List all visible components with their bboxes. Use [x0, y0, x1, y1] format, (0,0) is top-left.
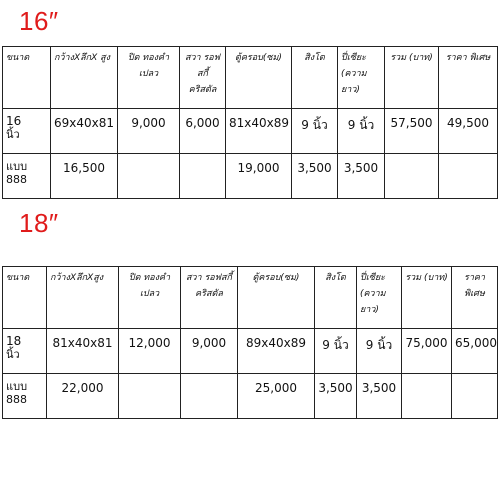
size-value: 18	[6, 334, 22, 348]
table-row	[3, 109, 498, 154]
swarovski-cell	[180, 154, 226, 199]
dimensions-price-cell: 22,000	[47, 374, 119, 419]
header-dimensions: กว้างXลึกX สูง	[51, 47, 118, 109]
pixiu-cell: 9 นิ้ว	[338, 109, 385, 154]
header-special-price: ราคา พิเศษ	[452, 267, 498, 329]
pixiu-price-cell: 3,500	[338, 154, 385, 199]
header-special-price: ราคา พิเศษ	[439, 47, 498, 109]
header-cabinet: ตู้ครอบ(ซม)	[226, 47, 292, 109]
header-total: รวม (บาท)	[385, 47, 439, 109]
header-swarovski: สวา รอฟสกี้ คริสตัล	[180, 47, 226, 109]
dimensions-cell: 81x40x81	[47, 329, 119, 374]
header-size: ขนาด	[3, 47, 51, 109]
total-cell	[402, 374, 452, 419]
model-cell	[3, 374, 47, 419]
size-cell	[3, 329, 47, 374]
gold-leaf-cell: 9,000	[118, 109, 180, 154]
cabinet-price-cell: 25,000	[238, 374, 315, 419]
total-cell: 75,000	[402, 329, 452, 374]
lion-cell: 9 นิ้ว	[315, 329, 357, 374]
header-lion: สิงโต	[292, 47, 338, 109]
header-gold-leaf: ปิด ทองคำเปลว	[118, 47, 180, 109]
total-cell	[385, 154, 439, 199]
special-price-cell	[439, 154, 498, 199]
gold-leaf-cell	[118, 154, 180, 199]
lion-cell: 9 นิ้ว	[292, 109, 338, 154]
swarovski-cell: 9,000	[181, 329, 238, 374]
header-swarovski: สวา รอฟสกี้ คริสตัล	[181, 267, 238, 329]
size-unit: นิ้ว	[6, 128, 20, 141]
lion-price-cell: 3,500	[315, 374, 357, 419]
lion-price-cell: 3,500	[292, 154, 338, 199]
model-value: 888	[6, 393, 27, 406]
special-price-cell	[452, 374, 498, 419]
model-label: แบบ	[6, 380, 28, 393]
dimensions-price-cell: 16,500	[51, 154, 118, 199]
size-unit: นิ้ว	[6, 348, 20, 361]
dimensions-cell: 69x40x81	[51, 109, 118, 154]
section-title-16: 16″	[19, 6, 59, 36]
cabinet-cell: 89x40x89	[238, 329, 315, 374]
total-cell: 57,500	[385, 109, 439, 154]
header-cabinet: ตู้ครอบ(ซม)	[238, 267, 315, 329]
table-row	[3, 374, 498, 419]
header-row	[3, 267, 498, 329]
header-pixiu: ปี่เซียะ (ความ ยาว)	[338, 47, 385, 109]
header-row	[3, 47, 498, 109]
pixiu-cell: 9 นิ้ว	[357, 329, 402, 374]
model-value: 888	[6, 173, 27, 186]
gold-leaf-cell: 12,000	[119, 329, 181, 374]
gold-leaf-cell	[119, 374, 181, 419]
special-price-cell: 65,000	[452, 329, 498, 374]
header-size: ขนาด	[3, 267, 47, 329]
size-cell	[3, 109, 51, 154]
price-table-16	[2, 46, 498, 199]
header-gold-leaf: ปิด ทองคำเปลว	[119, 267, 181, 329]
swarovski-cell: 6,000	[180, 109, 226, 154]
special-price-cell: 49,500	[439, 109, 498, 154]
size-value: 16	[6, 114, 22, 128]
header-dimensions: กว้างXลึกXสูง	[47, 267, 119, 329]
model-cell	[3, 154, 51, 199]
swarovski-cell	[181, 374, 238, 419]
table-row	[3, 329, 498, 374]
price-table-18	[2, 266, 498, 419]
cabinet-price-cell: 19,000	[226, 154, 292, 199]
section-title-18: 18″	[19, 208, 59, 238]
pixiu-price-cell: 3,500	[357, 374, 402, 419]
cabinet-cell: 81x40x89	[226, 109, 292, 154]
header-total: รวม (บาท)	[402, 267, 452, 329]
table-row	[3, 154, 498, 199]
header-pixiu: ปี่เซียะ (ความ ยาว)	[357, 267, 402, 329]
model-label: แบบ	[6, 160, 28, 173]
header-lion: สิงโต	[315, 267, 357, 329]
